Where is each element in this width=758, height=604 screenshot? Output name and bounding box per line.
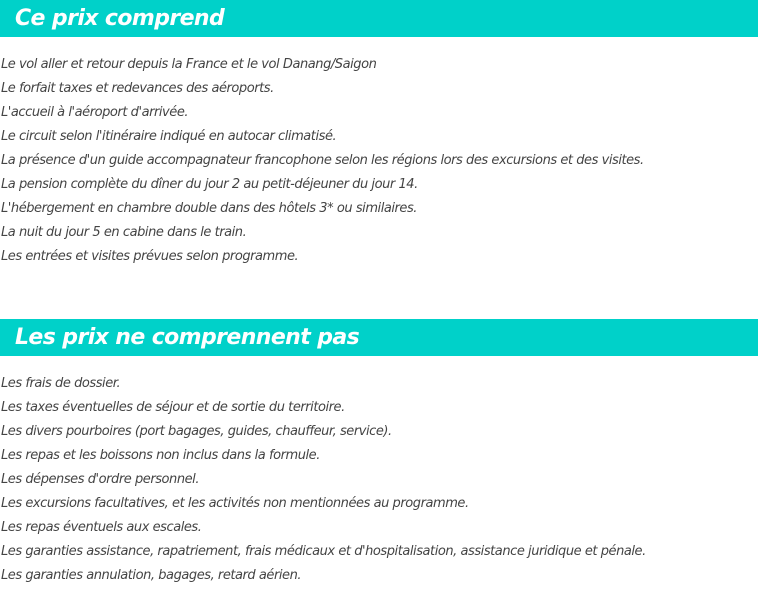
excluded-list <box>0 372 758 588</box>
included-section <box>0 0 758 269</box>
list-item: Les divers pourboires (port bagages, guides, chauffeur, service). <box>1 424 392 439</box>
list-item: Le vol aller et retour depuis la France et le vol Danang/Saigon <box>1 57 377 72</box>
list-item: La présence d'un guide accompagnateur francophone selon les régions lors des excursions et des visites. <box>1 153 644 168</box>
included-list <box>0 53 758 269</box>
excluded-section <box>0 319 758 588</box>
list-item: Les garanties annulation, bagages, retard aérien. <box>1 568 302 583</box>
list-item: L'accueil à l'aéroport d'arrivée. <box>1 105 189 120</box>
list-item: Le circuit selon l'itinéraire indiqué en autocar climatisé. <box>1 129 337 144</box>
list-item: Les repas et les boissons non inclus dans la formule. <box>1 448 320 463</box>
list-item: Les frais de dossier. <box>1 376 121 391</box>
list-item: Le forfait taxes et redevances des aéroports. <box>1 81 274 96</box>
list-item: Les garanties assistance, rapatriement, frais médicaux et d'hospitalisation, assistance juridique et pénale. <box>1 544 646 559</box>
list-item: Les taxes éventuelles de séjour et de sortie du territoire. <box>1 400 345 415</box>
list-item: Les excursions facultatives, et les activités non mentionnées au programme. <box>1 496 469 511</box>
list-item: La pension complète du dîner du jour 2 au petit-déjeuner du jour 14. <box>1 177 418 192</box>
list-item: L'hébergement en chambre double dans des hôtels 3* ou similaires. <box>1 201 417 216</box>
excluded-heading: Les prix ne comprennent pas <box>0 319 758 356</box>
list-item: La nuit du jour 5 en cabine dans le train. <box>1 225 247 240</box>
list-item: Les entrées et visites prévues selon programme. <box>1 249 299 264</box>
list-item: Les repas éventuels aux escales. <box>1 520 202 535</box>
list-item: Les dépenses d'ordre personnel. <box>1 472 200 487</box>
included-heading: Ce prix comprend <box>0 0 758 37</box>
